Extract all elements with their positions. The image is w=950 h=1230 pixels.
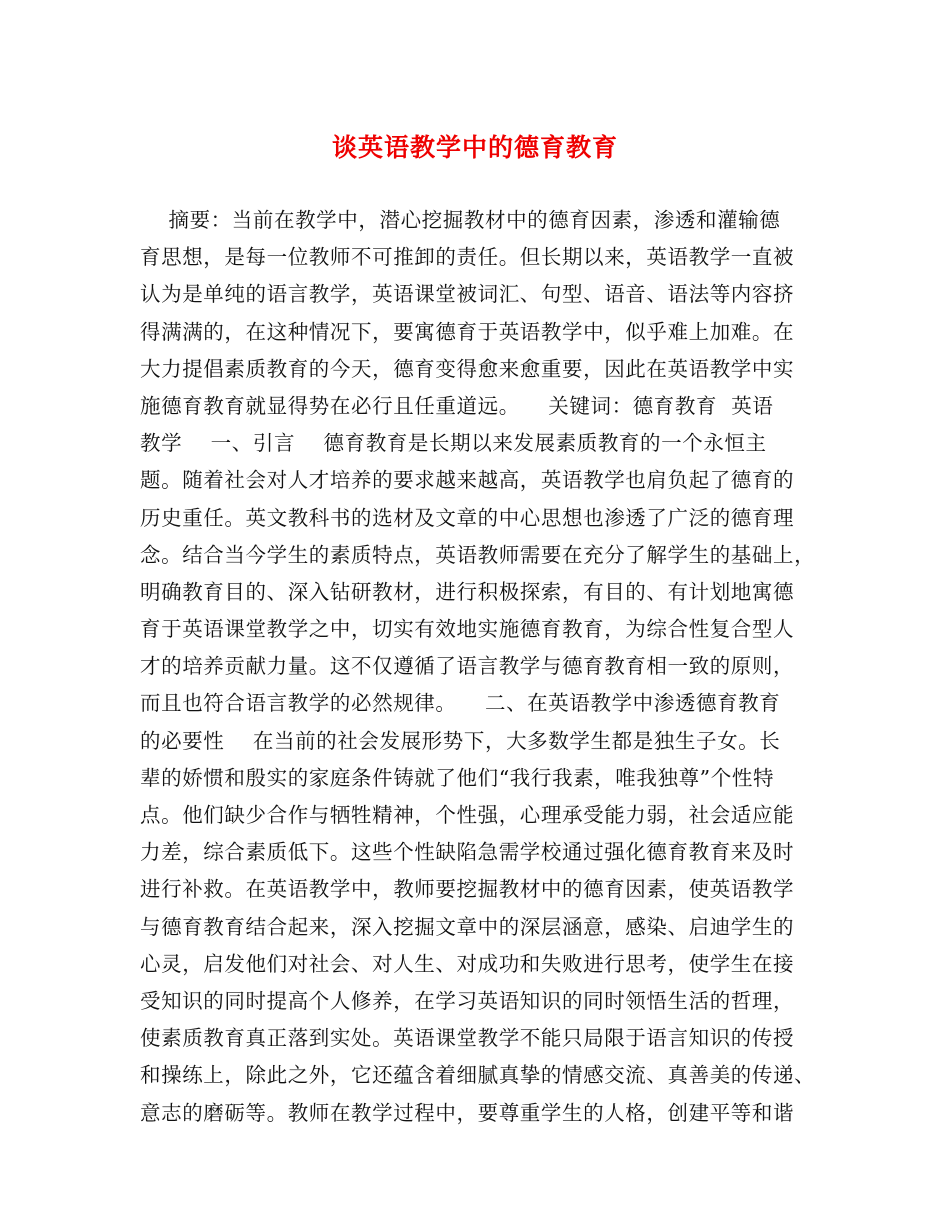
body-line: 的必要性 在当前的社会发展形势下，大多数学生都是独生子女。长 — [140, 728, 781, 753]
body-line: 点。他们缺少合作与牺牲精神，个性强，心理承受能力弱，社会适应能 — [140, 803, 795, 827]
document-title: 谈英语教学中的德育教育 — [331, 133, 618, 162]
body-line: 念。结合当今学生的素质特点，英语教师需要在充分了解学生的基础上， — [140, 542, 816, 567]
body-line: 育于英语课堂教学之中，切实有效地实施德育教育，为综合性复合型人 — [140, 617, 795, 642]
body-line: 育思想，是每一位教师不可推卸的责任。但长期以来，英语教学一直被 — [140, 245, 795, 270]
body-line: 而且也符合语言教学的必然规律。 二、在英语教学中渗透德育教育 — [140, 691, 781, 716]
body-line: 题。随着社会对人才培养的要求越来越高，英语教学也肩负起了德育的 — [140, 468, 795, 493]
body-line: 认为是单纯的语言教学，英语课堂被词汇、句型、语音、语法等内容挤 — [140, 282, 795, 307]
body-line: 使素质教育真正落到实处。英语课堂教学不能只局限于语言知识的传授 — [140, 1026, 795, 1051]
body-line: 与德育教育结合起来，深入挖掘文章中的深层涵意，感染、启迪学生的 — [140, 914, 795, 939]
body-line: 明确教育目的、深入钻研教材，进行积极探索，有目的、有计划地寓德 — [140, 579, 795, 604]
body-line: 辈的娇惯和殷实的家庭条件铸就了他们“我行我素，唯我独尊”个性特 — [140, 765, 775, 790]
body-line: 意志的磨砺等。教师在教学过程中，要尊重学生的人格，创建平等和谐 — [140, 1100, 795, 1125]
body-line: 摘要：当前在教学中，潜心挖掘教材中的德育因素，渗透和灌输德 — [140, 208, 781, 232]
document-body — [140, 202, 820, 1132]
body-line: 教学 一、引言 德育教育是长期以来发展素质教育的一个永恒主 — [140, 431, 767, 456]
body-line: 历史重任。英文教科书的选材及文章的中心思想也渗透了广泛的德育理 — [140, 505, 795, 530]
body-line: 才的培养贡献力量。这不仅遵循了语言教学与德育教育相一致的原则， — [140, 654, 795, 679]
body-line: 心灵，启发他们对社会、对人生、对成功和失败进行思考，使学生在接 — [140, 951, 795, 976]
body-line: 得满满的，在这种情况下，要寓德育于英语教学中，似乎难上加难。在 — [140, 319, 795, 344]
body-line: 施德育教育就显得势在必行且任重道远。 关键词：德育教育 英语 — [140, 393, 774, 418]
body-line: 进行补救。在英语教学中，教师要挖掘教材中的德育因素，使英语教学 — [140, 877, 795, 902]
body-line: 力差，综合素质低下。这些个性缺陷急需学校通过强化德育教育来及时 — [140, 840, 795, 865]
body-line: 大力提倡素质教育的今天，德育变得愈来愈重要，因此在英语教学中实 — [140, 356, 795, 381]
body-line: 受知识的同时提高个人修养，在学习英语知识的同时领悟生活的哲理， — [140, 988, 795, 1013]
body-line: 和操练上，除此之外，它还蕴含着细腻真挚的情感交流、真善美的传递、 — [140, 1063, 816, 1088]
